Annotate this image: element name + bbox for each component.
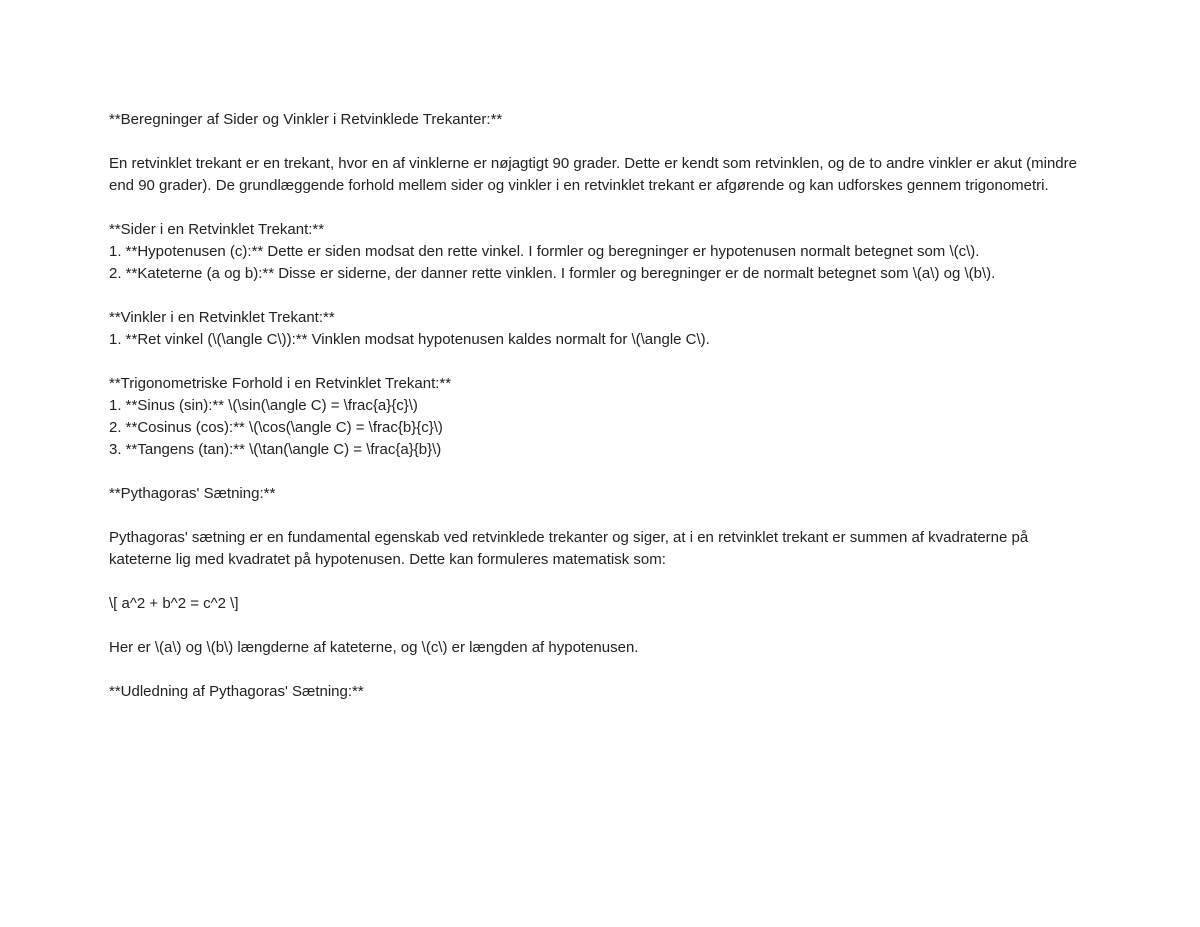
angles-item-right-angle: 1. **Ret vinkel (\(\angle C\)):** Vinklen modsat hypotenusen kaldes normalt for \(\angle C\). [109, 331, 710, 348]
trig-item-cosine: 2. **Cosinus (cos):** \(\cos(\angle C) = \frac{b}{c}\) [109, 419, 443, 436]
pythagoras-paragraph: Pythagoras' sætning er en fundamental egenskab ved retvinklede trekanter og siger, at i en retvinklet trekant er summen af kvadraterne på kateterne lig med kvadratet på hypotenusen. Dette kan formuleres matematisk som: [109, 529, 1029, 568]
trig-item-tangent: 3. **Tangens (tan):** \(\tan(\angle C) = \frac{a}{b}\) [109, 441, 442, 458]
spacer [109, 197, 1094, 219]
spacer [109, 351, 1094, 373]
spacer [109, 285, 1094, 307]
trig-item-sine: 1. **Sinus (sin):** \(\sin(\angle C) = \frac{a}{c}\) [109, 397, 418, 414]
sides-item-hypotenuse: 1. **Hypotenusen (c):** Dette er siden modsat den rette vinkel. I formler og beregninger er hypotenusen normalt betegnet som \(c\). [109, 243, 980, 260]
spacer [109, 461, 1094, 483]
spacer [109, 131, 1094, 153]
trig-heading: **Trigonometriske Forhold i en Retvinklet Trekant:** [109, 375, 452, 392]
spacer [109, 571, 1094, 593]
sides-item-catheti: 2. **Kateterne (a og b):** Disse er siderne, der danner rette vinklen. I formler og beregninger er de normalt betegnet som \(a\) og \(b\). [109, 265, 996, 282]
sides-heading: **Sider i en Retvinklet Trekant:** [109, 221, 325, 238]
angles-heading: **Vinkler i en Retvinklet Trekant:** [109, 309, 335, 326]
spacer [109, 615, 1094, 637]
document-title: **Beregninger af Sider og Vinkler i Retvinklede Trekanter:** [109, 111, 503, 128]
intro-paragraph: En retvinklet trekant er en trekant, hvor en af vinklerne er nøjagtigt 90 grader. Dette er kendt som retvinklen, og de to andre vinkler er akut (mindre end 90 grader). De grundlæggende forhold mellem sider og vinkler i en retvinklet trekant er afgørende og kan udforskes gennem trigonometri. [109, 155, 1077, 194]
derivation-heading: **Udledning af Pythagoras' Sætning:** [109, 683, 364, 700]
spacer [109, 505, 1094, 527]
spacer [109, 659, 1094, 681]
pythagoras-explanation: Her er \(a\) og \(b\) længderne af kateterne, og \(c\) er længden af hypotenusen. [109, 639, 639, 656]
pythagoras-heading: **Pythagoras' Sætning:** [109, 485, 276, 502]
pythagoras-formula: \[ a^2 + b^2 = c^2 \] [109, 595, 239, 612]
document-body [109, 109, 1094, 703]
